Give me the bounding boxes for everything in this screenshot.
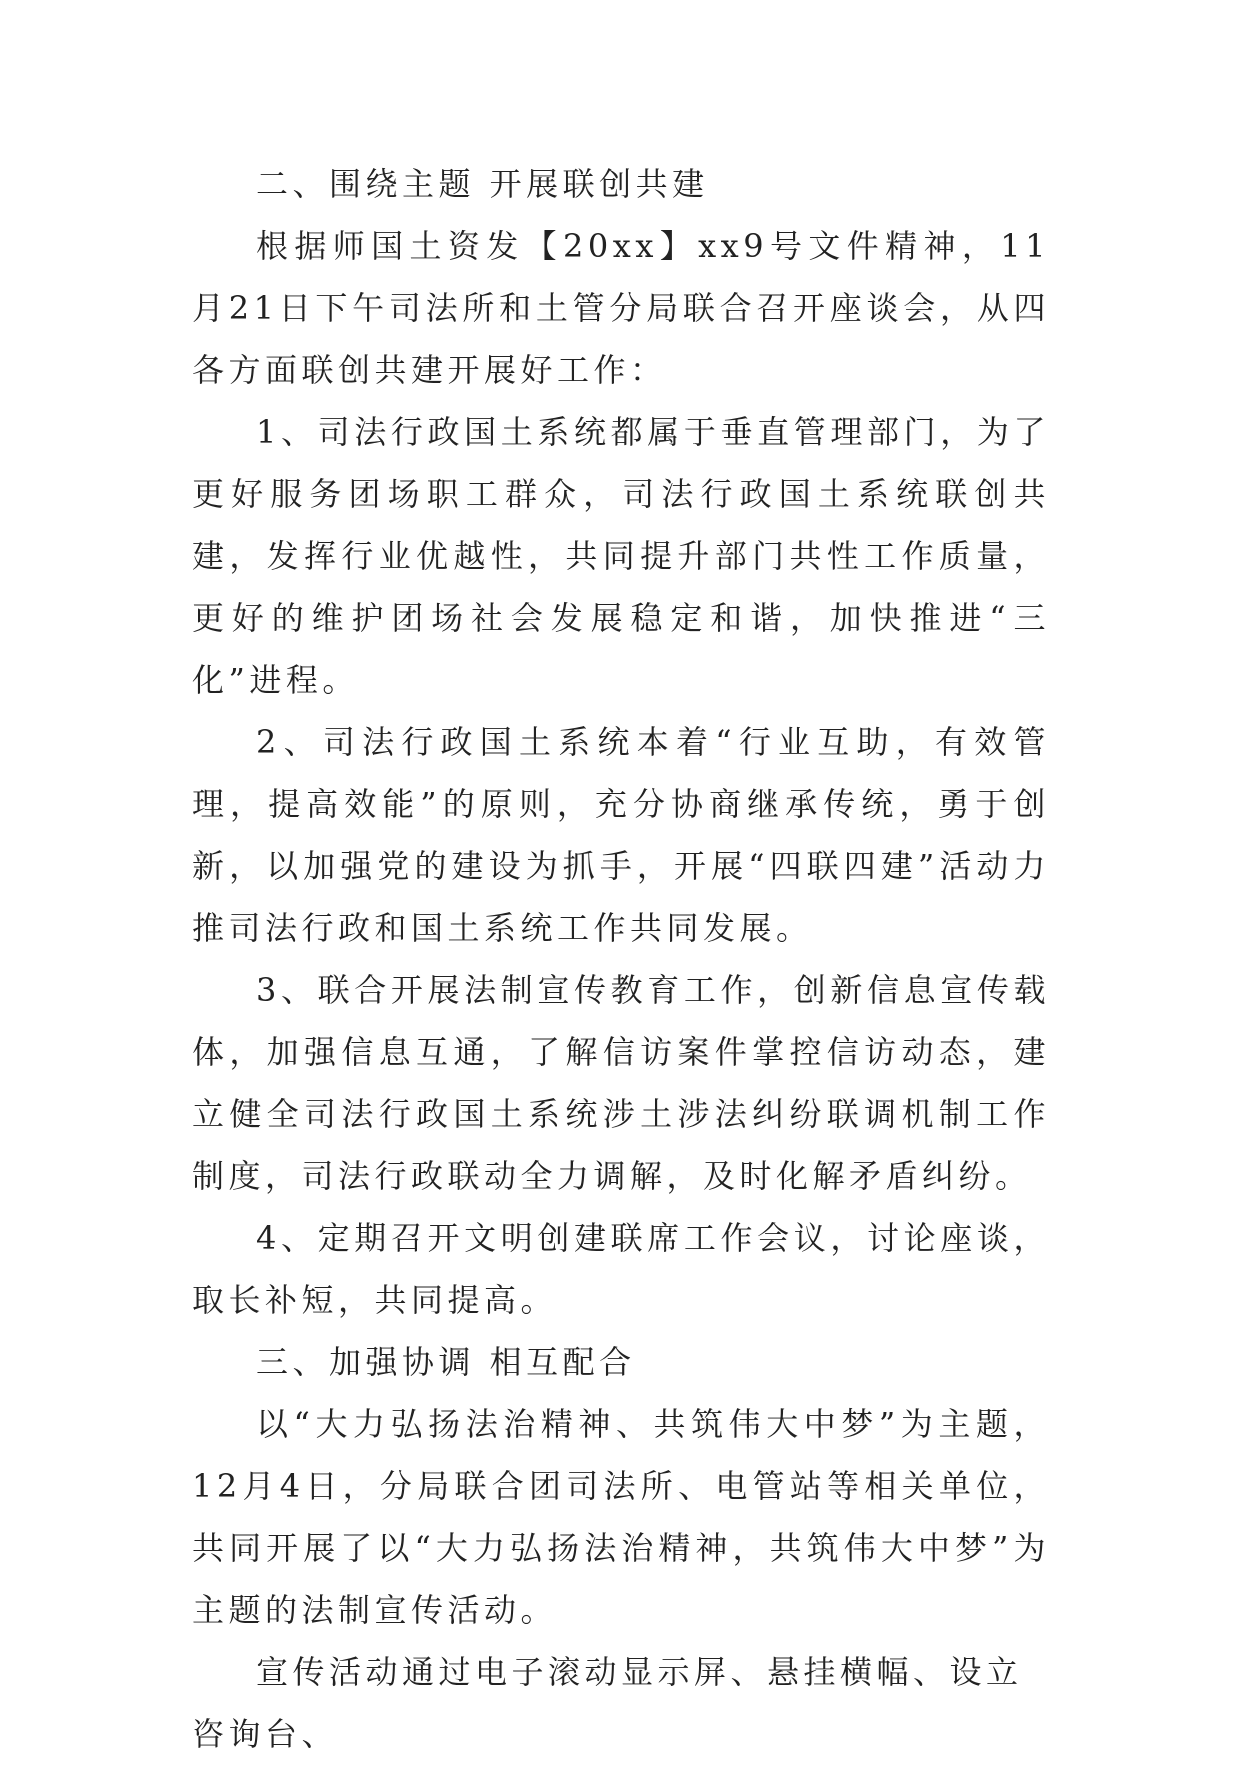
section-heading-3: 三、加强协调 相互配合 [256, 1343, 636, 1381]
section-heading-2: 二、围绕主题 开展联创共建 [256, 165, 709, 203]
list-item-4: 4、定期召开文明创建联席工作会议，讨论座谈，取长补短，共同提高。 [192, 1219, 1050, 1319]
paragraph-intro: 根据师国土资发【20xx】xx9号文件精神，11月21日下午司法所和土管分局联合召开座谈会，从四各方面联创共建开展好工作： [192, 227, 1050, 389]
list-item-2: 2、司法行政国土系统本着“行业互助，有效管理，提高效能”的原则，充分协商继承传统，勇于创新，以加强党的建设为抓手，开展“四联四建”活动力推司法行政和国土系统工作共同发展。 [192, 723, 1050, 947]
list-item-1: 1、司法行政国土系统都属于垂直管理部门，为了更好服务团场职工群众，司法行政国土系统联创共建，发挥行业优越性，共同提升部门共性工作质量，更好的维护团场社会发展稳定和谐，加快推进“三化”进程。 [192, 413, 1050, 699]
document-body [192, 153, 1050, 1765]
paragraph-theme: 以“大力弘扬法治精神、共筑伟大中梦”为主题，12月4日，分局联合团司法所、电管站等相关单位，共同开展了以“大力弘扬法治精神，共筑伟大中梦”为主题的法制宣传活动。 [192, 1405, 1050, 1629]
list-item-3: 3、联合开展法制宣传教育工作，创新信息宣传载体，加强信息互通，了解信访案件掌控信访动态，建立健全司法行政国土系统涉土涉法纠纷联调机制工作制度，司法行政联动全力调解，及时化解矛盾纠纷。 [192, 971, 1050, 1195]
paragraph-continued: 宣传活动通过电子滚动显示屏、悬挂横幅、设立咨询台、 [192, 1653, 1023, 1753]
